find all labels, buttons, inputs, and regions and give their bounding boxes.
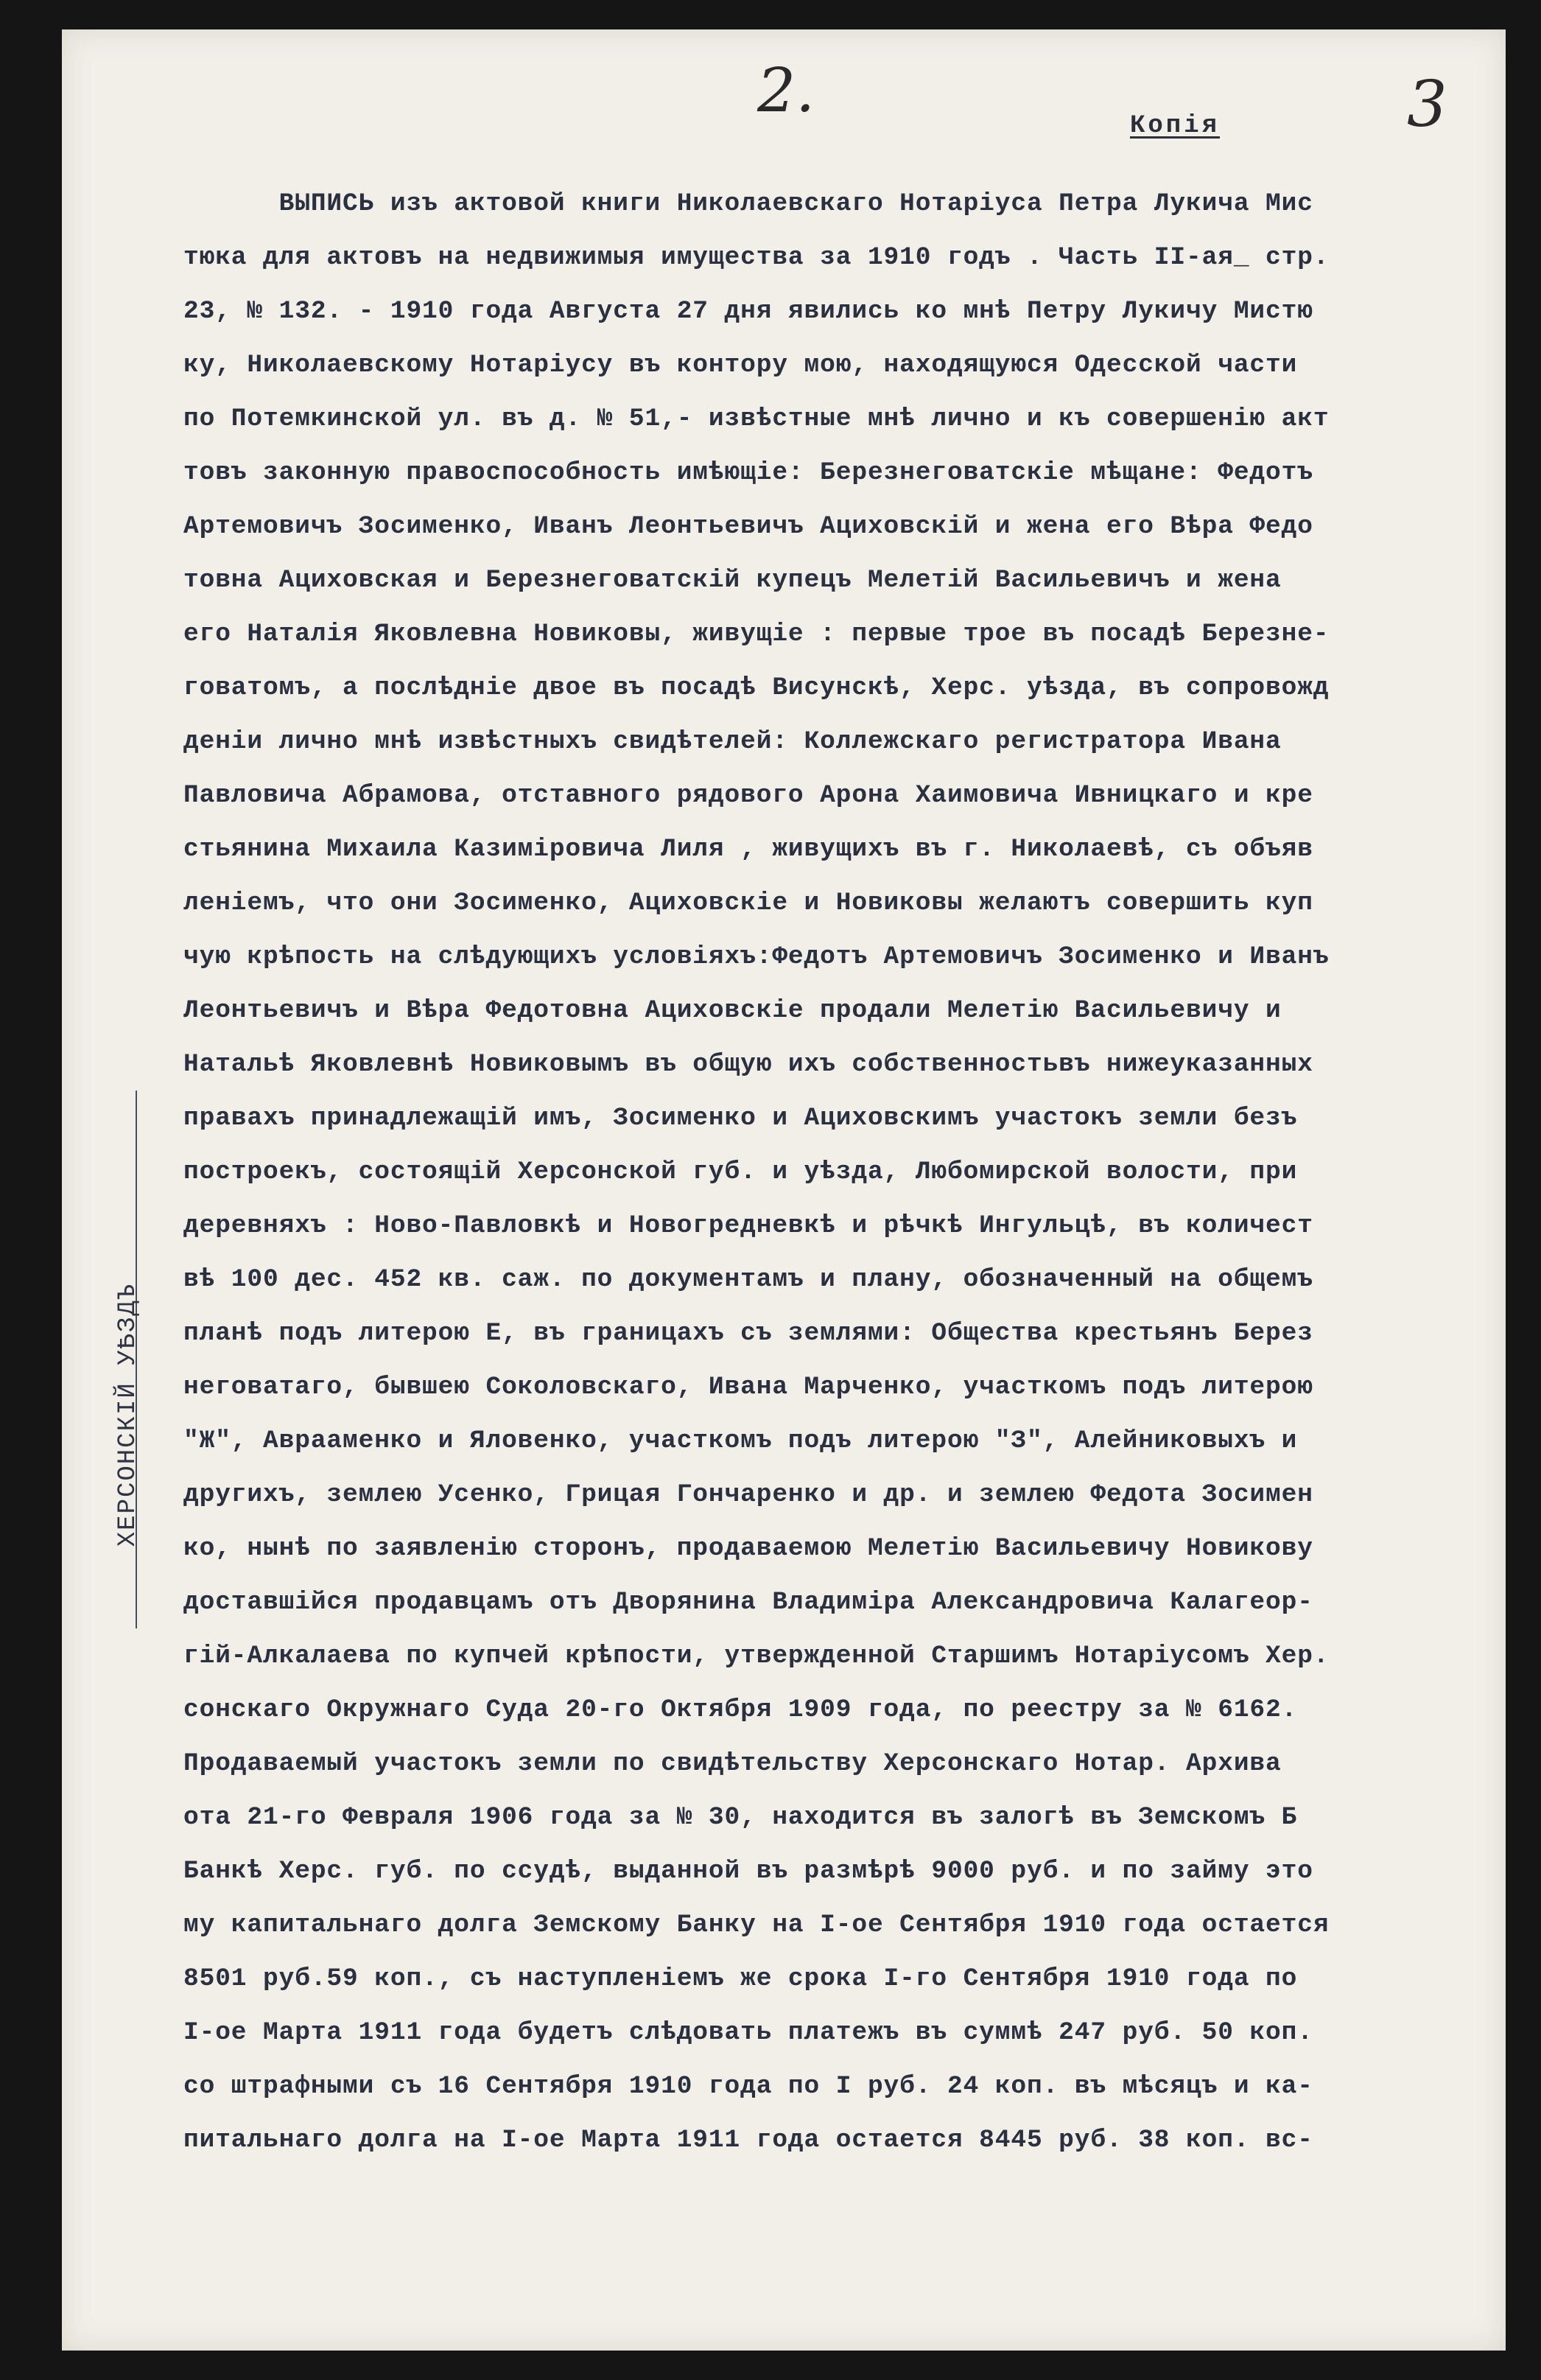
- text-line-6: товъ законную правоспособность имѣющіе: Березнеговатскіе мѣщане: Федотъ: [183, 458, 1313, 487]
- text-line-20: деревняхъ : Ново-Павловкѣ и Новогредневкѣ и рѣчкѣ Ингульцѣ, въ количест: [183, 1211, 1313, 1240]
- text-line-23: неговатаго, бывшею Соколовскаго, Ивана Марченко, участкомъ подъ литерою: [183, 1373, 1313, 1401]
- text-line-33: му капитальнаго долга Земскому Банку на I-ое Сентября 1910 года остается: [183, 1911, 1330, 1939]
- text-line-25: другихъ, землею Усенко, Грицая Гончаренко и др. и землею Федота Зосимен: [183, 1480, 1313, 1509]
- text-line-3: 23, № 132. - 1910 года Августа 27 дня явились ко мнѣ Петру Лукичу Мистю: [183, 297, 1313, 326]
- text-line-10: говатомъ, а послѣдніе двое въ посадѣ Висунскѣ, Херс. уѣзда, въ сопровожд: [183, 673, 1330, 702]
- text-line-28: гій-Алкалаева по купчей крѣпости, утвержденной Старшимъ Нотаріусомъ Хер.: [183, 1642, 1330, 1670]
- text-line-29: сонскаго Окружнаго Суда 20-го Октября 1909 года, по реестру за № 6162.: [183, 1695, 1298, 1724]
- handwritten-page-number-left: 2.: [757, 56, 815, 126]
- document-body: [183, 177, 1541, 2167]
- text-line-1: ВЫПИСЬ изъ актовой книги Николаевскаго Нотаріуса Петра Лукича Мис: [183, 189, 1313, 218]
- text-line-21: вѣ 100 дес. 452 кв. саж. по документамъ и плану, обозначенный на общемъ: [183, 1265, 1313, 1294]
- text-line-11: деніи лично мнѣ извѣстныхъ свидѣтелей: Коллежскаго регистратора Ивана: [183, 727, 1282, 756]
- text-line-17: Натальѣ Яковлевнѣ Новиковымъ въ общую ихъ собственностьвъ нижеуказанных: [183, 1050, 1313, 1079]
- text-line-15: чую крѣпость на слѣдующихъ условіяхъ:Федотъ Артемовичъ Зосименко и Иванъ: [183, 942, 1330, 971]
- text-line-26: ко, нынѣ по заявленію сторонъ, продаваемою Мелетію Васильевичу Новикову: [183, 1534, 1313, 1563]
- text-line-12: Павловича Абрамова, отставного рядового Арона Хаимовича Ивницкаго и кре: [183, 781, 1313, 810]
- text-line-30: Продаваемый участокъ земли по свидѣтельству Херсонскаго Нотар. Архива: [183, 1749, 1282, 1778]
- text-line-32: Банкѣ Херс. губ. по ссудѣ, выданной въ размѣрѣ 9000 руб. и по займу это: [183, 1857, 1313, 1886]
- text-line-37: питальнаго долга на I-ое Марта 1911 года остается 8445 руб. 38 коп. вс-: [183, 2126, 1313, 2155]
- text-line-34: 8501 руб.59 коп., съ наступленіемъ же срока I-го Сентября 1910 года по: [183, 1964, 1298, 1993]
- text-line-5: по Потемкинской ул. въ д. № 51,- извѣстные мнѣ лично и къ совершенію акт: [183, 405, 1330, 433]
- copy-heading: Копія: [1130, 112, 1221, 140]
- text-line-36: со штрафными съ 16 Сентября 1910 года по I руб. 24 коп. въ мѣсяцъ и ка-: [183, 2072, 1313, 2101]
- text-line-2: тюка для актовъ на недвижимыя имущества за 1910 годъ . Часть II-ая_ стр.: [183, 243, 1330, 272]
- side-district-label: ХЕРСОНСКІЙ УѢЗДЪ: [114, 1282, 142, 1547]
- text-line-31: ота 21-го Февраля 1906 года за № 30, находится въ залогѣ въ Земскомъ Б: [183, 1803, 1298, 1832]
- text-line-24: "Ж", Авраамeнко и Яловенко, участкомъ подъ литерою "З", Алейниковыхъ и: [183, 1427, 1298, 1455]
- text-line-13: стьянина Михаила Казиміровича Лиля , живущихъ въ г. Николаевѣ, съ объяв: [183, 835, 1313, 864]
- text-line-9: его Наталія Яковлевна Новиковы, живущіе : первые трое въ посадѣ Березне-: [183, 620, 1330, 648]
- text-line-27: доставшійся продавцамъ отъ Дворянина Владиміра Александровича Калагеор-: [183, 1588, 1313, 1617]
- text-line-14: леніемъ, что они Зосименко, Ациховскіе и Новиковы желаютъ совершить куп: [183, 889, 1313, 917]
- text-line-19: построекъ, состоящій Херсонской губ. и уѣзда, Любомирской волости, при: [183, 1158, 1298, 1186]
- text-line-35: I-ое Марта 1911 года будетъ слѣдовать платежъ въ суммѣ 247 руб. 50 коп.: [183, 2018, 1313, 2047]
- text-line-7: Артемовичъ Зосименко, Иванъ Леонтьевичъ Ациховскій и жена его Вѣра Федо: [183, 512, 1313, 541]
- document-page: [62, 29, 1506, 2351]
- text-line-22: планѣ подъ литерою Е, въ границахъ съ землями: Общества крестьянъ Берез: [183, 1319, 1313, 1348]
- text-line-18: правахъ принадлежащій имъ, Зосименко и Ациховскимъ участокъ земли безъ: [183, 1104, 1298, 1133]
- text-line-4: ку, Николаевскому Нотаріусу въ контору мою, находящуюся Одесской части: [183, 351, 1298, 379]
- text-line-8: товна Ациховская и Березнеговатскій купецъ Мелетій Васильевичъ и жена: [183, 566, 1282, 595]
- handwritten-page-number-right: 3: [1407, 68, 1447, 141]
- text-line-16: Леонтьевичъ и Вѣра Федотовна Ациховскіе продали Мелетію Васильевичу и: [183, 996, 1282, 1025]
